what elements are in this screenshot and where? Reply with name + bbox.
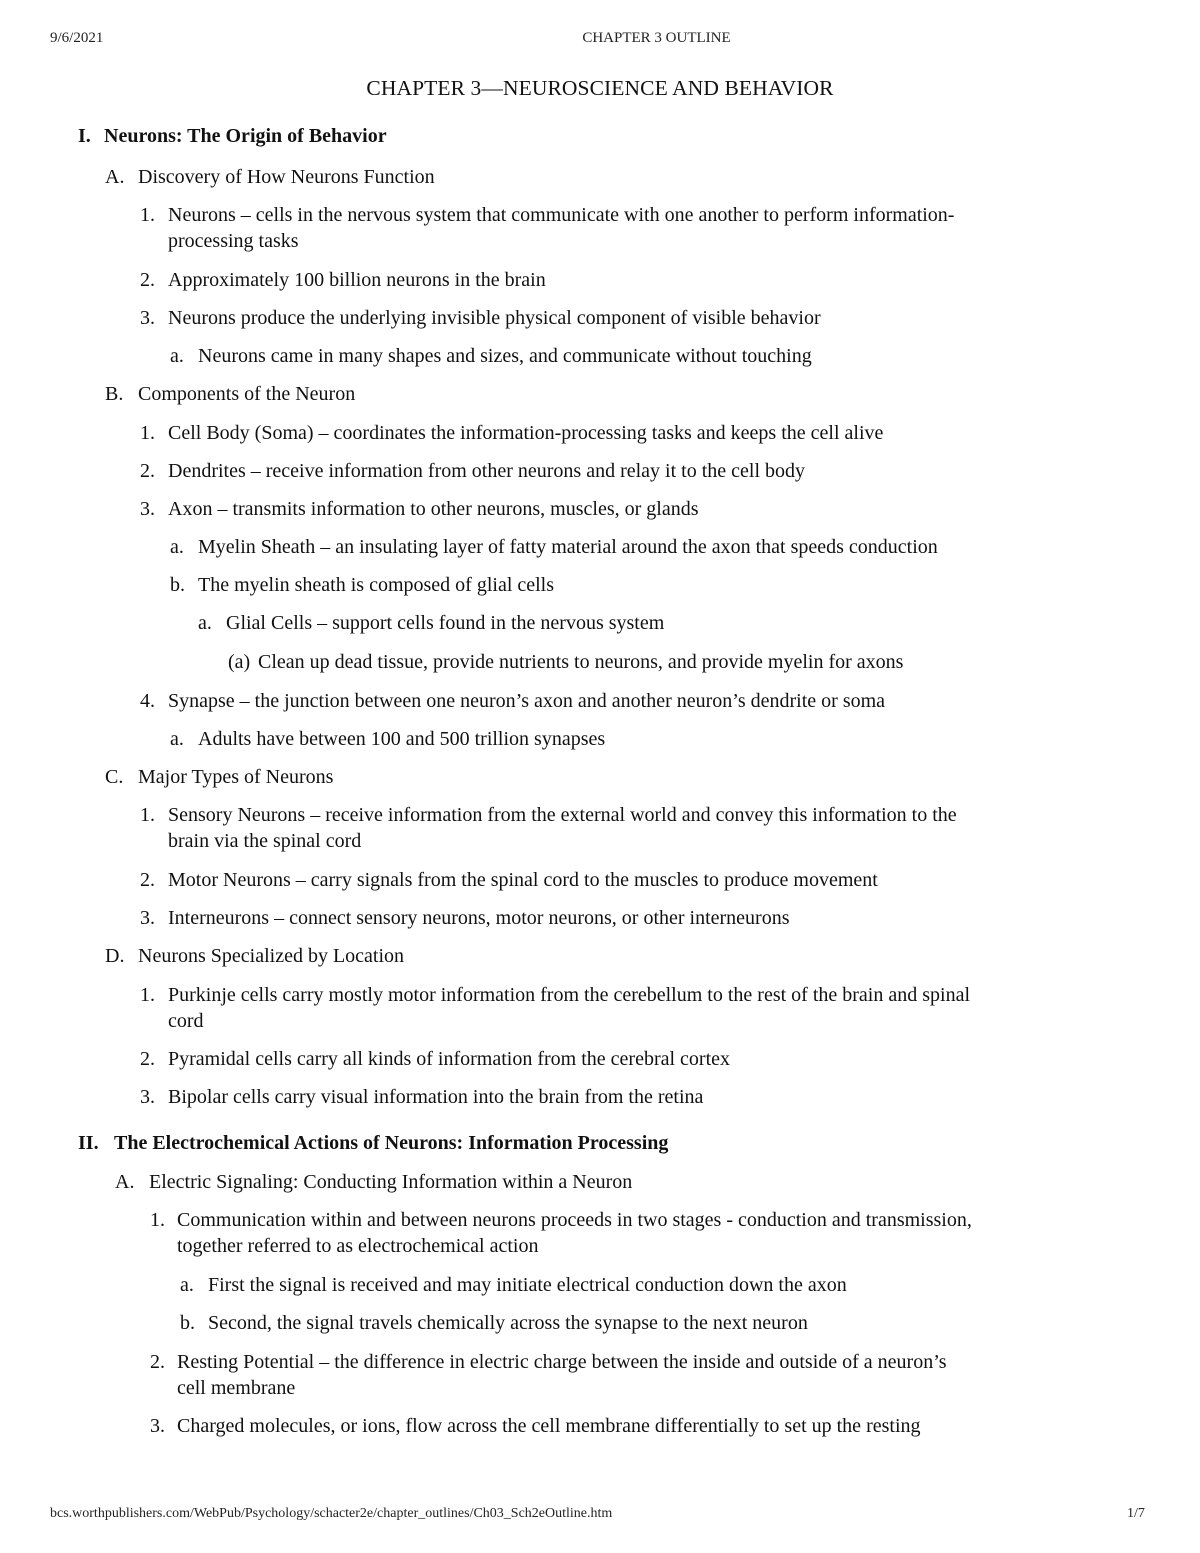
outline-marker: 3. xyxy=(150,1415,165,1437)
outline-marker: 2. xyxy=(140,460,155,482)
outline-marker: C. xyxy=(105,766,124,788)
outline-text: First the signal is received and may initiate electrical conduction down the axon xyxy=(208,1274,847,1296)
outline-marker: 3. xyxy=(140,1086,155,1108)
outline-text: Axon – transmits information to other neurons, muscles, or glands xyxy=(168,498,699,520)
outline-text: Second, the signal travels chemically across the synapse to the next neuron xyxy=(208,1312,808,1334)
outline-text: Cell Body (Soma) – coordinates the information-processing tasks and keeps the cell alive xyxy=(168,422,884,444)
outline-marker: A. xyxy=(115,1171,135,1193)
outline-marker: a. xyxy=(170,345,184,367)
outline-marker: 3. xyxy=(140,307,155,329)
outline-marker: 2. xyxy=(140,1048,155,1070)
outline-marker: b. xyxy=(170,574,185,596)
outline-text: Neurons – cells in the nervous system that communicate with one another to perform information- xyxy=(168,204,955,226)
outline-text: Neurons: The Origin of Behavior xyxy=(104,125,387,147)
outline-text: Bipolar cells carry visual information into the brain from the retina xyxy=(168,1086,704,1108)
outline-marker: a. xyxy=(180,1274,194,1296)
outline-marker: 1. xyxy=(140,422,155,444)
outline-marker: a. xyxy=(170,536,184,558)
outline-text: Components of the Neuron xyxy=(138,383,356,405)
outline-marker: A. xyxy=(105,166,125,188)
outline-marker: 4. xyxy=(140,690,155,712)
outline-marker: 2. xyxy=(150,1351,165,1373)
outline-text: brain via the spinal cord xyxy=(168,830,362,852)
outline-text: Charged molecules, or ions, flow across the cell membrane differentially to set up the resting xyxy=(177,1415,921,1437)
outline-text: Dendrites – receive information from other neurons and relay it to the cell body xyxy=(168,460,806,482)
outline-text: Neurons Specialized by Location xyxy=(138,945,405,967)
outline-text: Neurons came in many shapes and sizes, and communicate without touching xyxy=(198,345,812,367)
outline-marker: a. xyxy=(170,728,184,750)
outline-marker: I. xyxy=(78,125,91,147)
outline-marker: 1. xyxy=(140,984,155,1006)
outline-text: Myelin Sheath – an insulating layer of fatty material around the axon that speeds conduction xyxy=(198,536,938,558)
print-header-title: CHAPTER 3 OUTLINE xyxy=(582,30,731,46)
outline-text: Discovery of How Neurons Function xyxy=(138,166,435,188)
outline-text: cell membrane xyxy=(177,1377,296,1399)
outline-text: The myelin sheath is composed of glial cells xyxy=(198,574,555,596)
outline-marker: D. xyxy=(105,945,125,967)
outline-text: Adults have between 100 and 500 trillion synapses xyxy=(198,728,606,750)
outline-text: Major Types of Neurons xyxy=(138,766,334,788)
outline-text: Motor Neurons – carry signals from the spinal cord to the muscles to produce movement xyxy=(168,869,878,891)
outline-text: Communication within and between neurons proceeds in two stages - conduction and transmission, xyxy=(177,1209,972,1231)
outline-text: Neurons produce the underlying invisible physical component of visible behavior xyxy=(168,307,821,329)
outline-marker: b. xyxy=(180,1312,195,1334)
outline-marker: 2. xyxy=(140,269,155,291)
outline-marker: II. xyxy=(78,1132,99,1154)
outline-text: Pyramidal cells carry all kinds of information from the cerebral cortex xyxy=(168,1048,731,1070)
outline-marker: B. xyxy=(105,383,124,405)
outline-marker: 3. xyxy=(140,498,155,520)
outline-marker: a. xyxy=(198,612,212,634)
outline-text: Purkinje cells carry mostly motor information from the cerebellum to the rest of the brain and spinal xyxy=(168,984,971,1006)
print-date: 9/6/2021 xyxy=(50,30,104,46)
outline-marker: 3. xyxy=(140,907,155,929)
print-footer-url: bcs.worthpublishers.com/WebPub/Psychology/schacter2e/chapter_outlines/Ch03_Sch2eOutline.htm xyxy=(50,1506,613,1521)
outline-text: cord xyxy=(168,1010,204,1032)
outline-text: together referred to as electrochemical action xyxy=(177,1235,539,1257)
page-number: 1/7 xyxy=(1127,1506,1145,1521)
outline-marker: (a) xyxy=(228,651,251,673)
outline-text: The Electrochemical Actions of Neurons: Information Processing xyxy=(114,1132,669,1154)
outline-marker: 1. xyxy=(150,1209,165,1231)
outline-text: Interneurons – connect sensory neurons, motor neurons, or other interneurons xyxy=(168,907,790,929)
outline-text: Electric Signaling: Conducting Information within a Neuron xyxy=(149,1171,633,1193)
outline-marker: 2. xyxy=(140,869,155,891)
document-title: CHAPTER 3—NEUROSCIENCE AND BEHAVIOR xyxy=(366,76,834,100)
outline-marker: 1. xyxy=(140,204,155,226)
outline-text: Approximately 100 billion neurons in the brain xyxy=(168,269,546,291)
outline-marker: 1. xyxy=(140,804,155,826)
outline-text: Sensory Neurons – receive information from the external world and convey this information to the xyxy=(168,804,957,826)
outline-text: Resting Potential – the difference in electric charge between the inside and outside of a neuron’s xyxy=(177,1351,947,1373)
outline-text: processing tasks xyxy=(168,230,299,252)
outline-text: Clean up dead tissue, provide nutrients to neurons, and provide myelin for axons xyxy=(258,651,904,673)
outline-text: Synapse – the junction between one neuron’s axon and another neuron’s dendrite or soma xyxy=(168,690,886,712)
outline-text: Glial Cells – support cells found in the nervous system xyxy=(226,612,665,634)
